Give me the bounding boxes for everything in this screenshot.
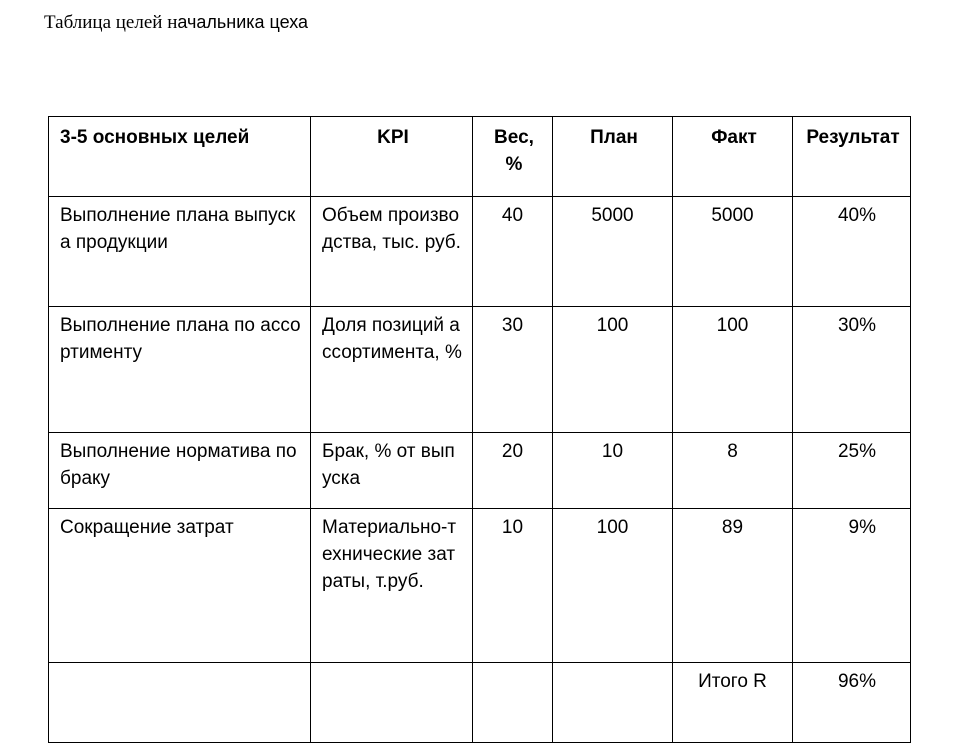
result-cell: 30% [793, 307, 911, 433]
weight-cell: 40 [473, 197, 553, 307]
page-title-part2: ачальника цеха [177, 12, 309, 32]
header-row [49, 117, 911, 197]
kpi-cell: Материально-технические затраты, т.руб. [311, 509, 473, 663]
goal-cell: Выполнение плана по ассортименту [49, 307, 311, 433]
goal-cell: Выполнение норматива по браку [49, 433, 311, 509]
header-plan: План [553, 117, 673, 197]
empty-cell [473, 663, 553, 743]
table-row [49, 197, 911, 307]
fact-cell: 5000 [673, 197, 793, 307]
page-title [44, 10, 308, 35]
kpi-table [48, 116, 911, 743]
header-goals: 3-5 основных целей [49, 117, 311, 197]
header-result: Результат [793, 117, 911, 197]
weight-cell: 30 [473, 307, 553, 433]
table-row [49, 509, 911, 663]
plan-cell: 10 [553, 433, 673, 509]
page-title-part1: Таблица целей н [44, 12, 178, 33]
plan-cell: 100 [553, 509, 673, 663]
kpi-cell: Доля позиций ассортимента, % [311, 307, 473, 433]
plan-cell: 5000 [553, 197, 673, 307]
result-cell: 40% [793, 197, 911, 307]
total-label: Итого R [673, 663, 793, 743]
empty-cell [553, 663, 673, 743]
result-cell: 25% [793, 433, 911, 509]
header-weight: Вес, % [473, 117, 553, 197]
table-row [49, 307, 911, 433]
fact-cell: 89 [673, 509, 793, 663]
header-kpi: KPI [311, 117, 473, 197]
empty-cell [49, 663, 311, 743]
fact-cell: 100 [673, 307, 793, 433]
plan-cell: 100 [553, 307, 673, 433]
empty-cell [311, 663, 473, 743]
goal-cell: Сокращение затрат [49, 509, 311, 663]
total-value: 96% [793, 663, 911, 743]
weight-cell: 10 [473, 509, 553, 663]
kpi-cell: Брак, % от выпуска [311, 433, 473, 509]
table-row [49, 433, 911, 509]
weight-cell: 20 [473, 433, 553, 509]
goal-cell: Выполнение плана выпуска продукции [49, 197, 311, 307]
result-cell: 9% [793, 509, 911, 663]
fact-cell: 8 [673, 433, 793, 509]
total-row [49, 663, 911, 743]
header-fact: Факт [673, 117, 793, 197]
kpi-cell: Объем производства, тыс. руб. [311, 197, 473, 307]
